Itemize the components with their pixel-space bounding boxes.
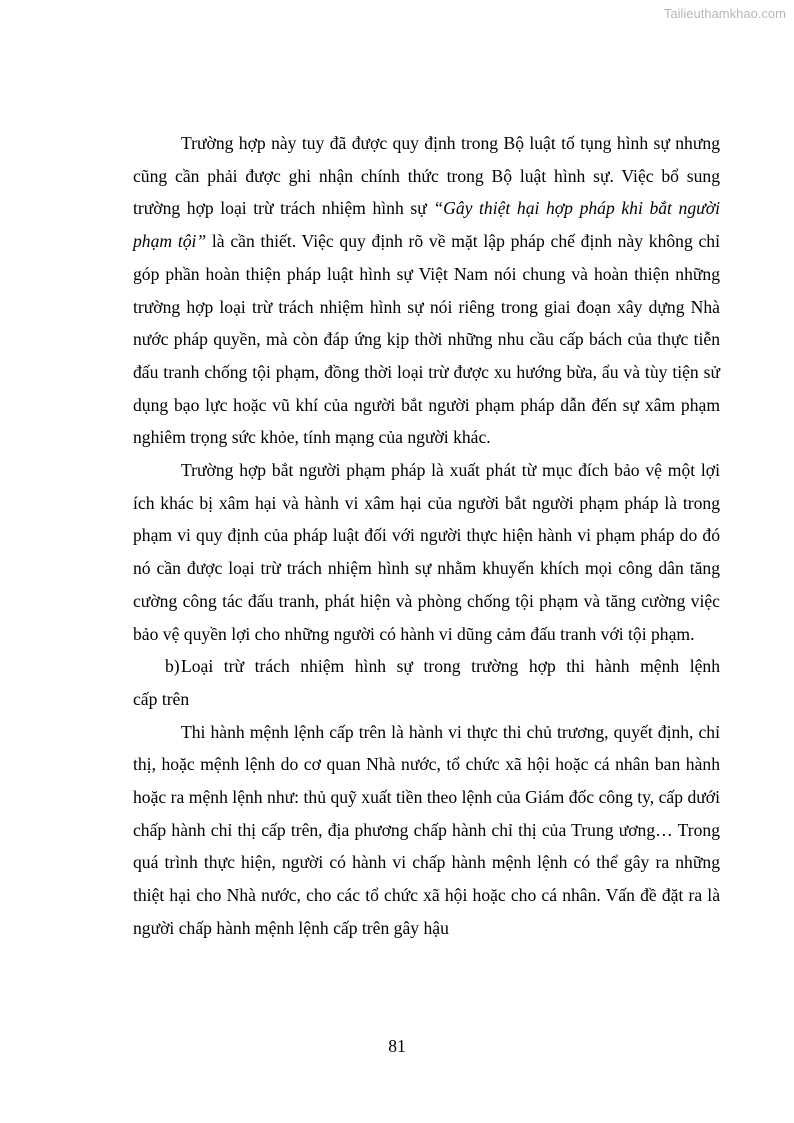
page-number: 81	[388, 1036, 406, 1056]
document-body	[133, 127, 720, 945]
paragraph-1-text-b: là cần thiết. Việc quy định rõ về mặt lập pháp chế định này không chỉ góp phần hoàn thiện pháp luật hình sự Việt Nam nói chung và hoàn thiện những trường hợp loại trừ trách nhiệm hình sự nói riêng trong giai đoạn xây dựng Nhà nước pháp quyền, mà còn đáp ứng kịp thời những nhu cầu cấp bách của thực tiễn đấu tranh chống tội phạm, đồng thời loại trừ được xu hướng bừa, ẩu và tùy tiện sử dụng bạo lực hoặc vũ khí của người bắt người phạm pháp dẫn đến sự xâm phạm nghiêm trọng sức khỏe, tính mạng của người khác.	[133, 231, 720, 448]
section-b-title: Loại trừ trách nhiệm hình sự trong trường hợp thi hành mệnh lệnh	[181, 656, 720, 677]
paragraph-3: Thi hành mệnh lệnh cấp trên là hành vi thực thi chủ trương, quyết định, chỉ thị, hoặc mệnh lệnh do cơ quan Nhà nước, tổ chức xã hội hoặc cá nhân ban hành hoặc ra mệnh lệnh như: thủ quỹ xuất tiền theo lệnh của Giám đốc công ty, cấp dưới chấp hành chỉ thị cấp trên, địa phương chấp hành chỉ thị của Trung ương… Trong quá trình thực hiện, người có hành vi chấp hành mệnh lệnh có thể gây ra những thiệt hại cho Nhà nước, cho các tổ chức xã hội hoặc cho cá nhân. Vấn đề đặt ra là người chấp hành mệnh lệnh cấp trên gây hậu	[133, 721, 720, 938]
section-b-title-continuation: cấp trên	[133, 688, 190, 709]
watermark: Tailieuthamkhao.com	[663, 6, 786, 21]
paragraph-1-text-a: Trường hợp này tuy đã được quy định trong Bộ luật tố tụng hình sự nhưng cũng cần phải được ghi nhận chính thức trong Bộ luật hình sự. Việc bổ sung trường hợp loại trừ trách nhiệm hình sự	[133, 133, 720, 219]
section-b-heading	[133, 650, 720, 683]
section-b-label: b)	[165, 656, 180, 677]
paragraph-2: Trường hợp bắt người phạm pháp là xuất phát từ mục đích bảo vệ một lợi ích khác bị xâm hại và hành vi xâm hại của người bắt người phạm pháp là trong phạm vi quy định của pháp luật đối với người thực hiện hành vi phạm pháp do đó nó cần được loại trừ trách nhiệm hình sự nhằm khuyến khích mọi công dân tăng cường công tác đấu tranh, phát hiện và phòng chống tội phạm và tăng cường việc bảo vệ quyền lợi cho những người có hành vi dũng cảm đấu tranh với tội phạm.	[133, 460, 720, 644]
paragraph-1-quote: “Gây thiệt hại hợp pháp khi bắt người phạm tội”	[133, 198, 720, 252]
paragraph-1	[133, 127, 720, 454]
